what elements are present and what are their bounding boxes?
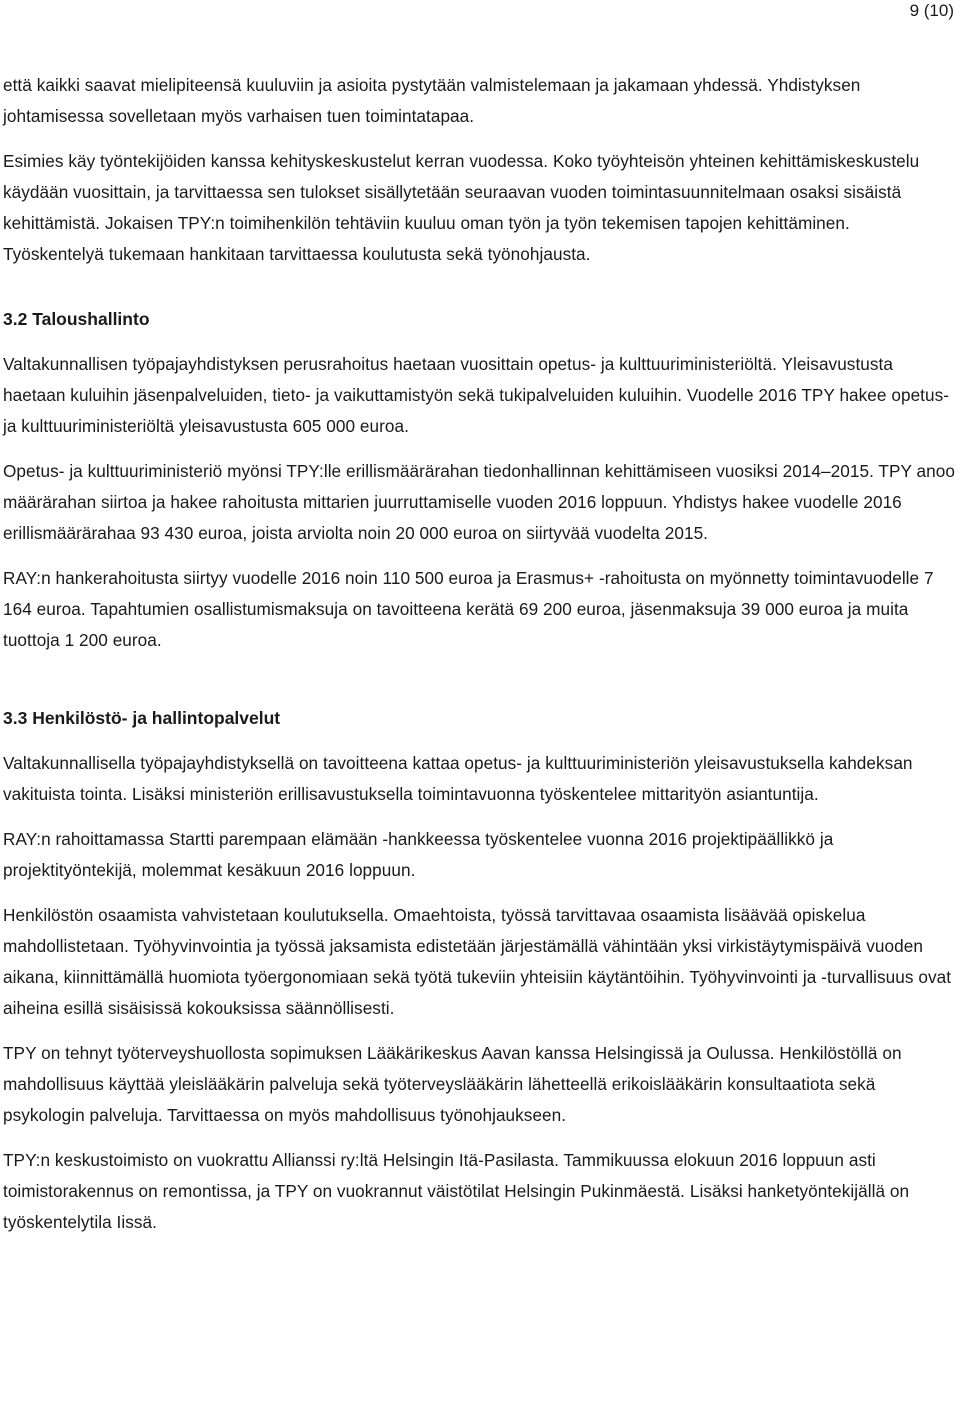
section-heading-3-2: 3.2 Taloushallinto	[3, 309, 150, 329]
document-body	[3, 70, 955, 1252]
page-number: 9 (10)	[909, 1, 954, 20]
paragraph-ray-funding: RAY:n hankerahoitusta siirtyy vuodelle 2016 noin 110 500 euroa ja Erasmus+ -rahoitusta on myönnetty toimintavuodelle 7 164 euroa. Tapahtumien osallistumismaksuja on tavoitteena kerätä 69 200 euroa, jäsenmaksuja 39 000 euroa ja muita tuottoja 1 200 euroa.	[3, 568, 934, 650]
paragraph-special-grant: Opetus- ja kulttuuriministeriö myönsi TPY:lle erillismäärärahan tiedonhallinnan kehittämiseen vuosiksi 2014–2015. TPY anoo määrärahan siirtoa ja hakee rahoitusta mittarien juurruttamiselle vuoden 2016 loppuun. Yhdistys hakee vuodelle 2016 erillismäärärahaa 93 430 euroa, joista arviolta noin 20 000 euroa on siirtyvää vuodelta 2015.	[3, 461, 955, 543]
paragraph-base-funding: Valtakunnallisen työpajayhdistyksen perusrahoitus haetaan vuosittain opetus- ja kulttuuriministeriöltä. Yleisavustusta haetaan kuluihin jäsenpalveluiden, tieto- ja vaikuttamistyön sekä tukipalveluiden kuluihin. Vuodelle 2016 TPY hakee opetus- ja kulttuuriministeriöltä yleisavustusta 605 000 euroa.	[3, 354, 950, 436]
section-heading-3-3: 3.3 Henkilöstö- ja hallintopalvelut	[3, 708, 281, 728]
paragraph-staffing: Valtakunnallisella työpajayhdistyksellä on tavoitteena kattaa opetus- ja kulttuuriministeriön yleisavustuksella kahdeksan vakituista tointa. Lisäksi ministeriön erillisavustuksella toimintavuonna työskentelee mittarityön asiantuntija.	[3, 753, 913, 804]
paragraph-development-discussions: Esimies käy työntekijöiden kanssa kehityskeskustelut kerran vuodessa. Koko työyhteisön yhteinen kehittämiskeskustelu käydään vuosittain, ja tarvittaessa sen tulokset sisällytetään seuraavan vuoden toimintasuunnitelmaan osaksi sisäistä kehittämistä. Jokaisen TPY:n toimihenkilön tehtäviin kuuluu oman työn ja työn tekemisen tapojen kehittäminen. Työskentelyä tukemaan hankitaan tarvittaessa koulutusta sekä työnohjausta.	[3, 151, 920, 264]
paragraph-competence-wellbeing: Henkilöstön osaamista vahvistetaan koulutuksella. Omaehtoista, työssä tarvittavaa osaamista lisäävää opiskelua mahdollistetaan. Työhyvinvointia ja työssä jaksamista edistetään järjestämällä vähintään yksi virkistäytymispäivä vuoden aikana, kiinnittämällä huomiota työergonomiaan sekä työtä tukeviin yhteisiin käytäntöihin. Työhyvinvointi ja -turvallisuus ovat aiheina esillä sisäisissä kokouksissa säännöllisesti.	[3, 905, 952, 1018]
paragraph-startti-project: RAY:n rahoittamassa Startti parempaan elämään -hankkeessa työskentelee vuonna 2016 projektipäällikkö ja projektityöntekijä, molemmat kesäkuun 2016 loppuun.	[3, 829, 834, 880]
paragraph-occupational-health: TPY on tehnyt työterveyshuollosta sopimuksen Lääkärikeskus Aavan kanssa Helsingissä ja Oulussa. Henkilöstöllä on mahdollisuus käyttää yleislääkärin palveluja sekä työterveyslääkärin lähetteellä erikoislääkärin konsultaatiota sekä psykologin palveluja. Tarvittaessa on myös mahdollisuus työnohjaukseen.	[3, 1043, 902, 1125]
paragraph-intro-continuation: että kaikki saavat mielipiteensä kuuluviin ja asioita pystytään valmistelemaan ja jakamaan yhdessä. Yhdistyksen johtamisessa sovelletaan myös varhaisen tuen toimintatapaa.	[3, 75, 861, 126]
paragraph-office-premises: TPY:n keskustoimisto on vuokrattu Allianssi ry:ltä Helsingin Itä-Pasilasta. Tammikuussa elokuun 2016 loppuun asti toimistorakennus on remontissa, ja TPY on vuokrannut väistötilat Helsingin Pukinmäestä. Lisäksi hanketyöntekijällä on työskentelytila Iissä.	[3, 1150, 910, 1232]
